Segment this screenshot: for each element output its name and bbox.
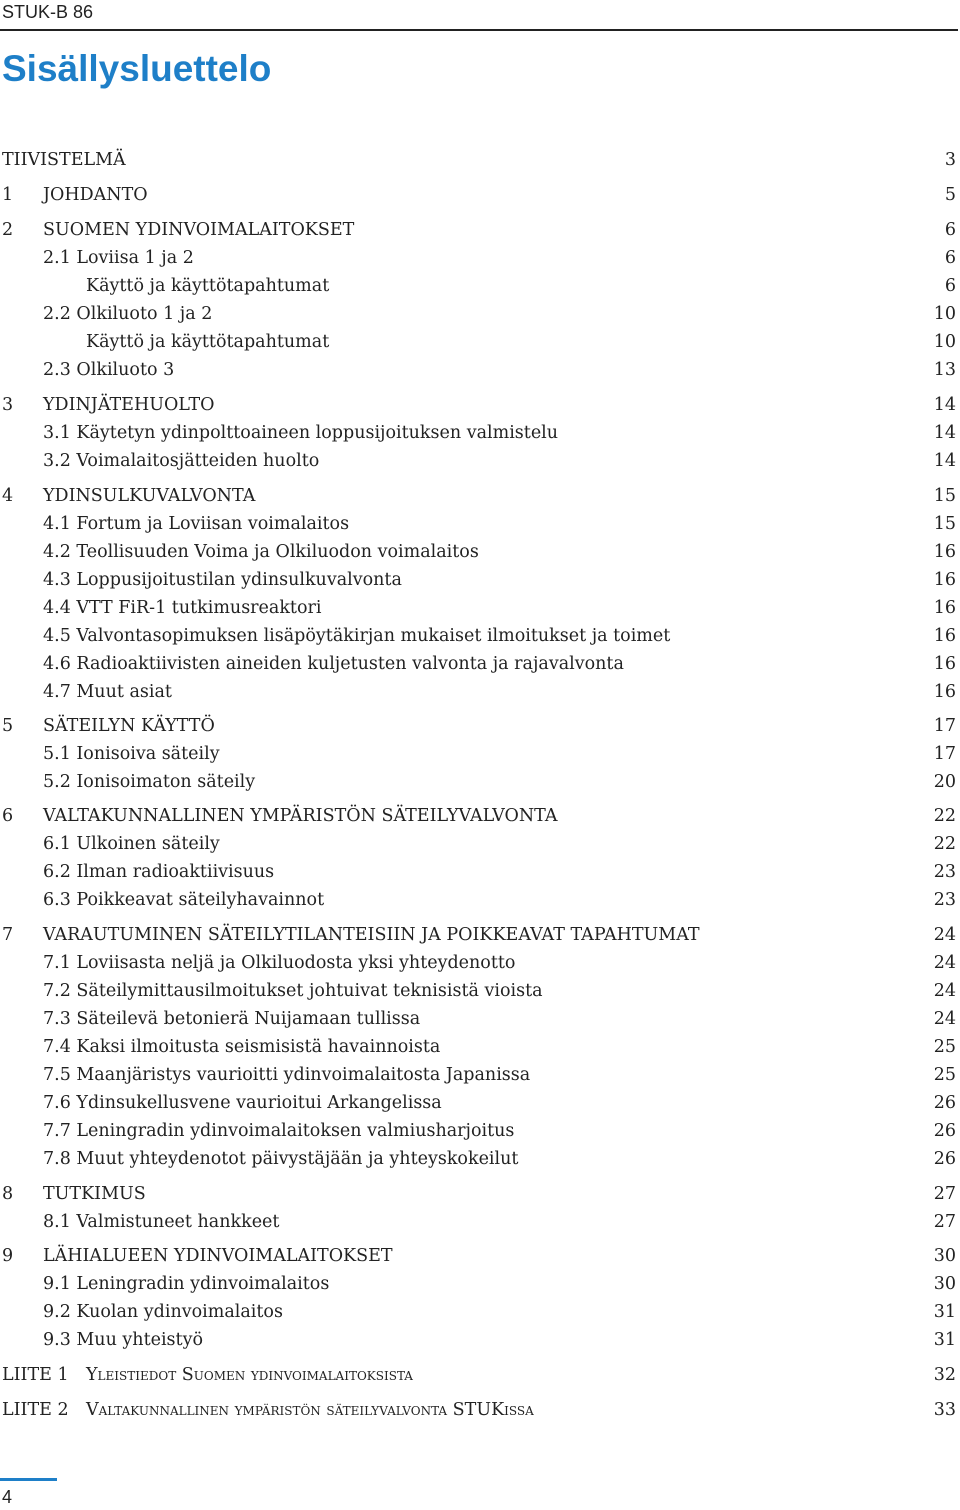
toc-entry-page: 6 bbox=[944, 220, 956, 240]
toc-entry-title: 9.1 Leningradin ydinvoimalaitos bbox=[43, 1274, 330, 1294]
toc-entry bbox=[0, 923, 956, 947]
toc-entry-title: 5.1 Ionisoiva säteily bbox=[43, 744, 220, 764]
toc-entry-title: YDINJÄTEHUOLTO bbox=[43, 395, 215, 415]
toc-entry-title: 7.3 Säteilevä betonierä Nuijamaan tullissa bbox=[43, 1009, 421, 1029]
toc-entry-title: 2.3 Olkiluoto 3 bbox=[43, 360, 175, 380]
toc-entry-page: 14 bbox=[933, 395, 956, 415]
toc-entry-title: JOHDANTO bbox=[43, 185, 148, 205]
toc-entry bbox=[0, 218, 956, 242]
toc-entry-number: LIITE 1 bbox=[2, 1365, 69, 1385]
toc-entry-title: 7.5 Maanjäristys vaurioitti ydinvoimalaitosta Japanissa bbox=[43, 1065, 531, 1085]
toc-entry-number: 9 bbox=[2, 1246, 14, 1266]
toc-entry bbox=[0, 421, 956, 445]
toc-entry bbox=[0, 568, 956, 592]
toc-entry bbox=[0, 1007, 956, 1031]
toc-entry-page: 27 bbox=[933, 1212, 956, 1232]
toc-entry-page: 33 bbox=[933, 1400, 956, 1420]
toc-entry bbox=[0, 714, 956, 738]
toc-entry bbox=[0, 1300, 956, 1324]
toc-entry-page: 26 bbox=[933, 1149, 956, 1169]
toc-entry-number: 3 bbox=[2, 395, 14, 415]
toc-entry bbox=[0, 680, 956, 704]
page-number: 4 bbox=[2, 1487, 13, 1507]
toc-entry bbox=[0, 148, 956, 172]
toc-entry bbox=[0, 449, 956, 473]
toc-entry bbox=[0, 330, 956, 354]
toc-entry-number: LIITE 2 bbox=[2, 1400, 69, 1420]
toc-entry-page: 17 bbox=[933, 744, 956, 764]
toc-entry-page: 31 bbox=[933, 1302, 956, 1322]
toc-entry-title: 2.1 Loviisa 1 ja 2 bbox=[43, 248, 194, 268]
toc-entry bbox=[0, 540, 956, 564]
page-title: Sisällysluettelo bbox=[2, 48, 272, 89]
toc-entry-title: 3.2 Voimalaitosjätteiden huolto bbox=[43, 451, 320, 471]
toc-entry-page: 24 bbox=[933, 1009, 956, 1029]
toc-entry-title: LÄHIALUEEN YDINVOIMALAITOKSET bbox=[43, 1246, 393, 1266]
toc-entry-page: 24 bbox=[933, 953, 956, 973]
toc-entry bbox=[0, 274, 956, 298]
toc-entry-title: 4.5 Valvontasopimuksen lisäpöytäkirjan mukaiset ilmoitukset ja toimet bbox=[43, 626, 671, 646]
toc-entry-title: Käyttö ja käyttötapahtumat bbox=[86, 332, 330, 352]
toc-entry bbox=[0, 358, 956, 382]
toc-entry-page: 16 bbox=[933, 626, 956, 646]
toc-entry bbox=[0, 1063, 956, 1087]
toc-entry-title: TUTKIMUS bbox=[43, 1184, 146, 1204]
toc-entry-page: 14 bbox=[933, 451, 956, 471]
toc-entry-number: 1 bbox=[2, 185, 14, 205]
toc-entry-title: TIIVISTELMÄ bbox=[2, 150, 126, 170]
toc-entry-number: 6 bbox=[2, 806, 14, 826]
toc-entry bbox=[0, 596, 956, 620]
toc-entry bbox=[0, 860, 956, 884]
toc-entry bbox=[0, 832, 956, 856]
toc-entry-page: 25 bbox=[933, 1065, 956, 1085]
series-label: STUK-B 86 bbox=[2, 2, 94, 22]
toc-entry-title: 6.1 Ulkoinen säteily bbox=[43, 834, 220, 854]
toc-entry bbox=[0, 484, 956, 508]
toc-entry-page: 23 bbox=[933, 890, 956, 910]
toc-entry-page: 10 bbox=[933, 332, 956, 352]
footer-rule bbox=[0, 1478, 57, 1481]
toc-entry-title: 9.2 Kuolan ydinvoimalaitos bbox=[43, 1302, 283, 1322]
header-rule bbox=[0, 29, 958, 31]
toc-entry bbox=[0, 888, 956, 912]
toc-entry-number: 8 bbox=[2, 1184, 14, 1204]
toc-entry-title: Valtakunnallinen ympäristön säteilyvalvonta STUKissa bbox=[86, 1400, 534, 1420]
toc-entry bbox=[0, 246, 956, 270]
toc-entry-page: 23 bbox=[933, 862, 956, 882]
toc-entry bbox=[0, 393, 956, 417]
toc-entry-page: 5 bbox=[944, 185, 956, 205]
toc-entry-page: 16 bbox=[933, 542, 956, 562]
toc-entry-title: 4.3 Loppusijoitustilan ydinsulkuvalvonta bbox=[43, 570, 402, 590]
toc-entry-title: Yleistiedot Suomen ydinvoimalaitoksista bbox=[86, 1365, 413, 1385]
toc-entry-title: SÄTEILYN KÄYTTÖ bbox=[43, 716, 215, 736]
toc-entry-title: 6.2 Ilman radioaktiivisuus bbox=[43, 862, 275, 882]
toc-entry-page: 10 bbox=[933, 304, 956, 324]
toc-entry-title: 9.3 Muu yhteistyö bbox=[43, 1330, 203, 1350]
toc-entry-title: 7.1 Loviisasta neljä ja Olkiluodosta yksi yhteydenotto bbox=[43, 953, 516, 973]
toc-entry bbox=[0, 624, 956, 648]
toc-entry bbox=[0, 302, 956, 326]
toc-entry-page: 30 bbox=[933, 1246, 956, 1266]
toc-entry bbox=[0, 652, 956, 676]
toc-entry-title: VALTAKUNNALLINEN YMPÄRISTÖN SÄTEILYVALVONTA bbox=[43, 806, 558, 826]
toc-entry-title: 5.2 Ionisoimaton säteily bbox=[43, 772, 256, 792]
toc-entry-title: 7.6 Ydinsukellusvene vaurioitui Arkangelissa bbox=[43, 1093, 442, 1113]
toc-entry bbox=[0, 770, 956, 794]
toc-entry-page: 27 bbox=[933, 1184, 956, 1204]
toc-entry bbox=[0, 1182, 956, 1206]
toc-entry-page: 26 bbox=[933, 1121, 956, 1141]
toc-entry-title: 7.4 Kaksi ilmoitusta seismisistä havainnoista bbox=[43, 1037, 441, 1057]
toc-entry bbox=[0, 1035, 956, 1059]
toc-entry bbox=[0, 1147, 956, 1171]
toc-entry bbox=[0, 1210, 956, 1234]
toc-entry-title: 4.4 VTT FiR-1 tutkimusreaktori bbox=[43, 598, 322, 618]
toc-entry-title: 7.2 Säteilymittausilmoitukset johtuivat teknisistä vioista bbox=[43, 981, 543, 1001]
toc-entry-page: 24 bbox=[933, 981, 956, 1001]
toc-entry-page: 6 bbox=[944, 248, 956, 268]
toc-entry-page: 14 bbox=[933, 423, 956, 443]
toc-entry-title: 4.1 Fortum ja Loviisan voimalaitos bbox=[43, 514, 350, 534]
toc-entry bbox=[0, 1091, 956, 1115]
toc-entry-page: 17 bbox=[933, 716, 956, 736]
toc-entry-page: 16 bbox=[933, 682, 956, 702]
toc-entry bbox=[0, 951, 956, 975]
toc-entry bbox=[0, 979, 956, 1003]
toc-entry-number: 4 bbox=[2, 486, 14, 506]
toc-entry-title: YDINSULKUVALVONTA bbox=[43, 486, 256, 506]
toc-entry bbox=[0, 1272, 956, 1296]
toc-entry-title: 4.6 Radioaktiivisten aineiden kuljetusten valvonta ja rajavalvonta bbox=[43, 654, 624, 674]
toc-entry bbox=[0, 1119, 956, 1143]
toc-entry-number: 7 bbox=[2, 925, 14, 945]
toc-entry-page: 20 bbox=[933, 772, 956, 792]
toc-entry-number: 2 bbox=[2, 220, 14, 240]
toc-entry-page: 26 bbox=[933, 1093, 956, 1113]
toc-entry-title: 7.8 Muut yhteydenotot päivystäjään ja yhteyskokeilut bbox=[43, 1149, 519, 1169]
toc-entry-title: 4.2 Teollisuuden Voima ja Olkiluodon voimalaitos bbox=[43, 542, 479, 562]
toc-entry bbox=[0, 804, 956, 828]
toc-entry-page: 24 bbox=[933, 925, 956, 945]
toc-entry-title: 8.1 Valmistuneet hankkeet bbox=[43, 1212, 280, 1232]
toc-entry bbox=[0, 1398, 956, 1422]
toc-entry-title: 7.7 Leningradin ydinvoimalaitoksen valmiusharjoitus bbox=[43, 1121, 515, 1141]
toc-entry bbox=[0, 1328, 956, 1352]
toc-entry-title: 2.2 Olkiluoto 1 ja 2 bbox=[43, 304, 213, 324]
toc-entry-page: 30 bbox=[933, 1274, 956, 1294]
toc-entry-page: 15 bbox=[933, 514, 956, 534]
toc-entry-title: Käyttö ja käyttötapahtumat bbox=[86, 276, 330, 296]
toc-entry-page: 6 bbox=[944, 276, 956, 296]
toc-entry-page: 31 bbox=[933, 1330, 956, 1350]
toc-entry-page: 16 bbox=[933, 598, 956, 618]
toc-entry bbox=[0, 183, 956, 207]
toc-entry-page: 13 bbox=[933, 360, 956, 380]
toc-entry-title: 6.3 Poikkeavat säteilyhavainnot bbox=[43, 890, 325, 910]
toc-entry-title: 4.7 Muut asiat bbox=[43, 682, 172, 702]
toc-entry bbox=[0, 1244, 956, 1268]
toc-entry-page: 22 bbox=[933, 834, 956, 854]
toc-entry bbox=[0, 742, 956, 766]
toc-entry-title: VARAUTUMINEN SÄTEILYTILANTEISIIN JA POIKKEAVAT TAPAHTUMAT bbox=[43, 925, 700, 945]
toc-entry bbox=[0, 512, 956, 536]
toc-entry-page: 16 bbox=[933, 654, 956, 674]
toc-entry-page: 25 bbox=[933, 1037, 956, 1057]
toc-entry-page: 15 bbox=[933, 486, 956, 506]
toc-entry-page: 16 bbox=[933, 570, 956, 590]
toc-entry bbox=[0, 1363, 956, 1387]
toc-entry-page: 3 bbox=[944, 150, 956, 170]
toc-entry-page: 32 bbox=[933, 1365, 956, 1385]
toc-entry-title: SUOMEN YDINVOIMALAITOKSET bbox=[43, 220, 355, 240]
toc-entry-page: 22 bbox=[933, 806, 956, 826]
toc-entry-title: 3.1 Käytetyn ydinpolttoaineen loppusijoituksen valmistelu bbox=[43, 423, 559, 443]
toc-entry-number: 5 bbox=[2, 716, 14, 736]
